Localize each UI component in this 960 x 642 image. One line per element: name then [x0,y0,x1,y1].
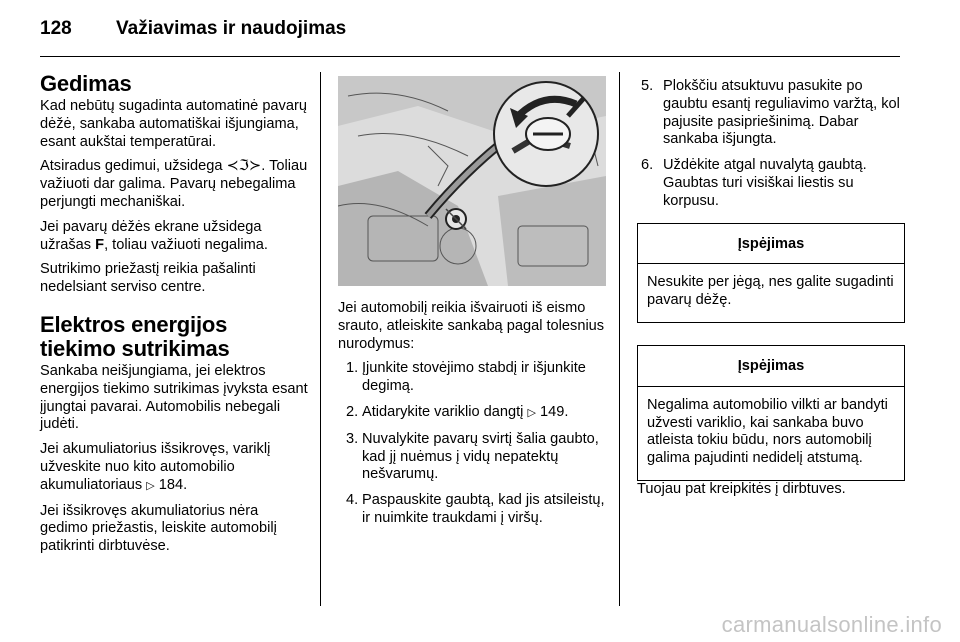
display-letter-f: F [95,236,105,253]
step-3: 3. Nuvalykite pavarų svirtį šalia gaubto, kad jį nuėmus į vidų nepatektų nešvarumų. [346,430,599,483]
step-4: 4. Paspauskite gaubtą, kad jis atsileistų, ir nuimkite traukdami į viršų. [346,492,605,526]
steps-list-1 [338,360,606,527]
warning-title: Įspėjimas [638,346,904,387]
page-reference[interactable]: 149. [535,403,569,420]
gearbox-warning-icon: ≺ℑ≻ [226,158,262,175]
paragraph-jump-start: Jei akumuliatorius išsikrovęs, variklį užveskite nuo kito automobilio akumuliatoriaus ▷ 184. [40,441,271,493]
paragraph-clutch: Sankaba neišjungiama, jei elektros energijos tiekimo sutrikimas įvyksta esant įjungtai pavarai. Automobilis nebegali judėti. [40,362,308,433]
paragraph-overheat: Kad nebūtų sugadinta automatinė pavarų dėžė, sankaba automatiškai išjungiama, esant aukštai temperatūrai. [40,98,307,150]
column-left [40,72,308,563]
engine-bay-illustration [338,76,606,286]
watermark: carmanualsonline.info [721,612,942,637]
warning-box-2 [637,345,905,481]
page-reference[interactable]: 184. [154,476,188,493]
heading-fault: Gedimas [40,71,132,96]
heading-power-failure: Elektros energijos tiekimo sutrikimas [40,311,230,361]
page-number: 128 [40,18,72,39]
step-2: 2. Atidarykite variklio dangtį ▷ 149. [346,403,569,420]
warning-title: Įspėjimas [638,224,904,265]
paragraph-intro: Jei automobilį reikia išvairuoti iš eismo srauto, atleiskite sankabą pagal tolesnius nurodymus: [338,300,605,352]
page-header [40,18,346,40]
warning-body: Negalima automobilio vilkti ar bandyti užvesti variklio, kai sankaba buvo atleista tokiu būdu, nors automobilį galima pajudinti nedidelį atstumą. [647,396,888,467]
page-reference-icon: ▷ [146,479,155,492]
column-divider-right [619,72,620,606]
paragraph-workshop: Jei išsikrovęs akumuliatorius nėra gedimo priežastis, leiskite automobilį patikrinti dirbtuvėse. [40,502,277,555]
step-5: 5. Plokščiu atsuktuvu pasukite po gaubtu esantį reguliavimo varžtą, kol pajusite pasipriešinimą. Dabar sankaba išjungta. [641,78,900,148]
column-right [637,72,905,506]
column-divider-left [320,72,321,606]
column-middle [338,72,606,536]
page-reference-icon: ▷ [527,406,536,419]
warning-box-1 [637,223,905,323]
steps-list-2 [637,78,905,211]
paragraph-contact-workshop: Tuojau pat kreipkitės į dirbtuves. [637,480,846,497]
warning-body: Nesukite per jėgą, nes galite sugadinti pavarų dėžę. [647,274,894,309]
step-1: 1. Įjunkite stovėjimo stabdį ir išjunkite degimą. [346,360,586,395]
paragraph-fault-indicator: Atsiradus gedimui, užsidega ≺ℑ≻. Toliau važiuoti dar galima. Pavarų nebegalima perjungti mechaniškai. [40,158,308,210]
paragraph-f-display: Jei pavarų dėžės ekrane užsidega užrašas F, toliau važiuoti negalima. [40,218,268,253]
step-6: 6. Uždėkite atgal nuvalytą gaubtą. Gaubtas turi visiškai liestis su korpusu. [641,157,867,209]
section-title: Važiavimas ir naudojimas [116,18,347,39]
header-rule [40,56,900,57]
paragraph-service: Sutrikimo priežastį reikia pašalinti nedelsiant serviso centre. [40,261,256,296]
